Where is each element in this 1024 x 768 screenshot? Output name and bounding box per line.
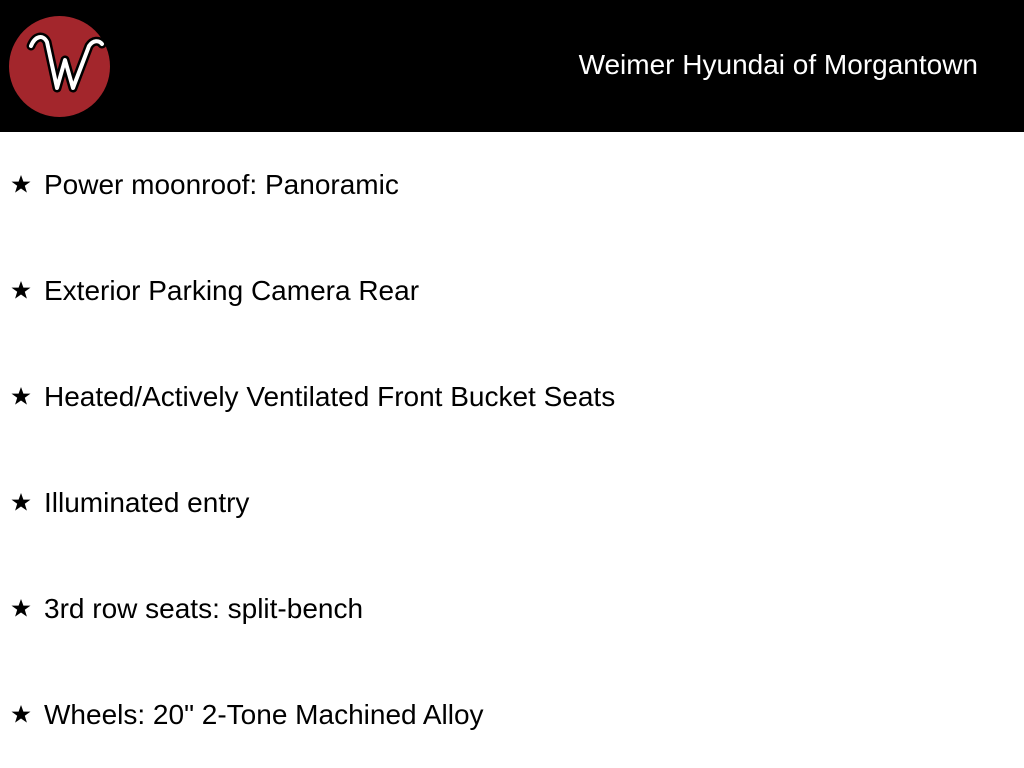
list-item [0, 592, 1024, 632]
feature-label: Exterior Parking Camera Rear [44, 275, 420, 306]
list-item [0, 380, 1024, 420]
feature-label: Illuminated entry [44, 487, 250, 518]
list-item [0, 698, 1024, 738]
header-bar [0, 0, 1024, 132]
feature-label: Wheels: 20" 2-Tone Machined Alloy [44, 699, 484, 730]
feature-label: Heated/Actively Ventilated Front Bucket Seats [44, 381, 616, 412]
dealer-name: Weimer Hyundai of Morgantown [578, 49, 978, 80]
weimer-w-logo-icon [9, 16, 110, 117]
feature-label: 3rd row seats: split-bench [44, 593, 364, 624]
list-item [0, 168, 1024, 208]
star-icon [11, 704, 31, 724]
star-icon [11, 386, 31, 406]
star-icon [11, 280, 31, 300]
star-icon [11, 598, 31, 618]
star-icon [11, 492, 31, 512]
list-item [0, 486, 1024, 526]
feature-label: Power moonroof: Panoramic [44, 169, 399, 200]
star-icon [11, 174, 31, 194]
list-item [0, 274, 1024, 314]
